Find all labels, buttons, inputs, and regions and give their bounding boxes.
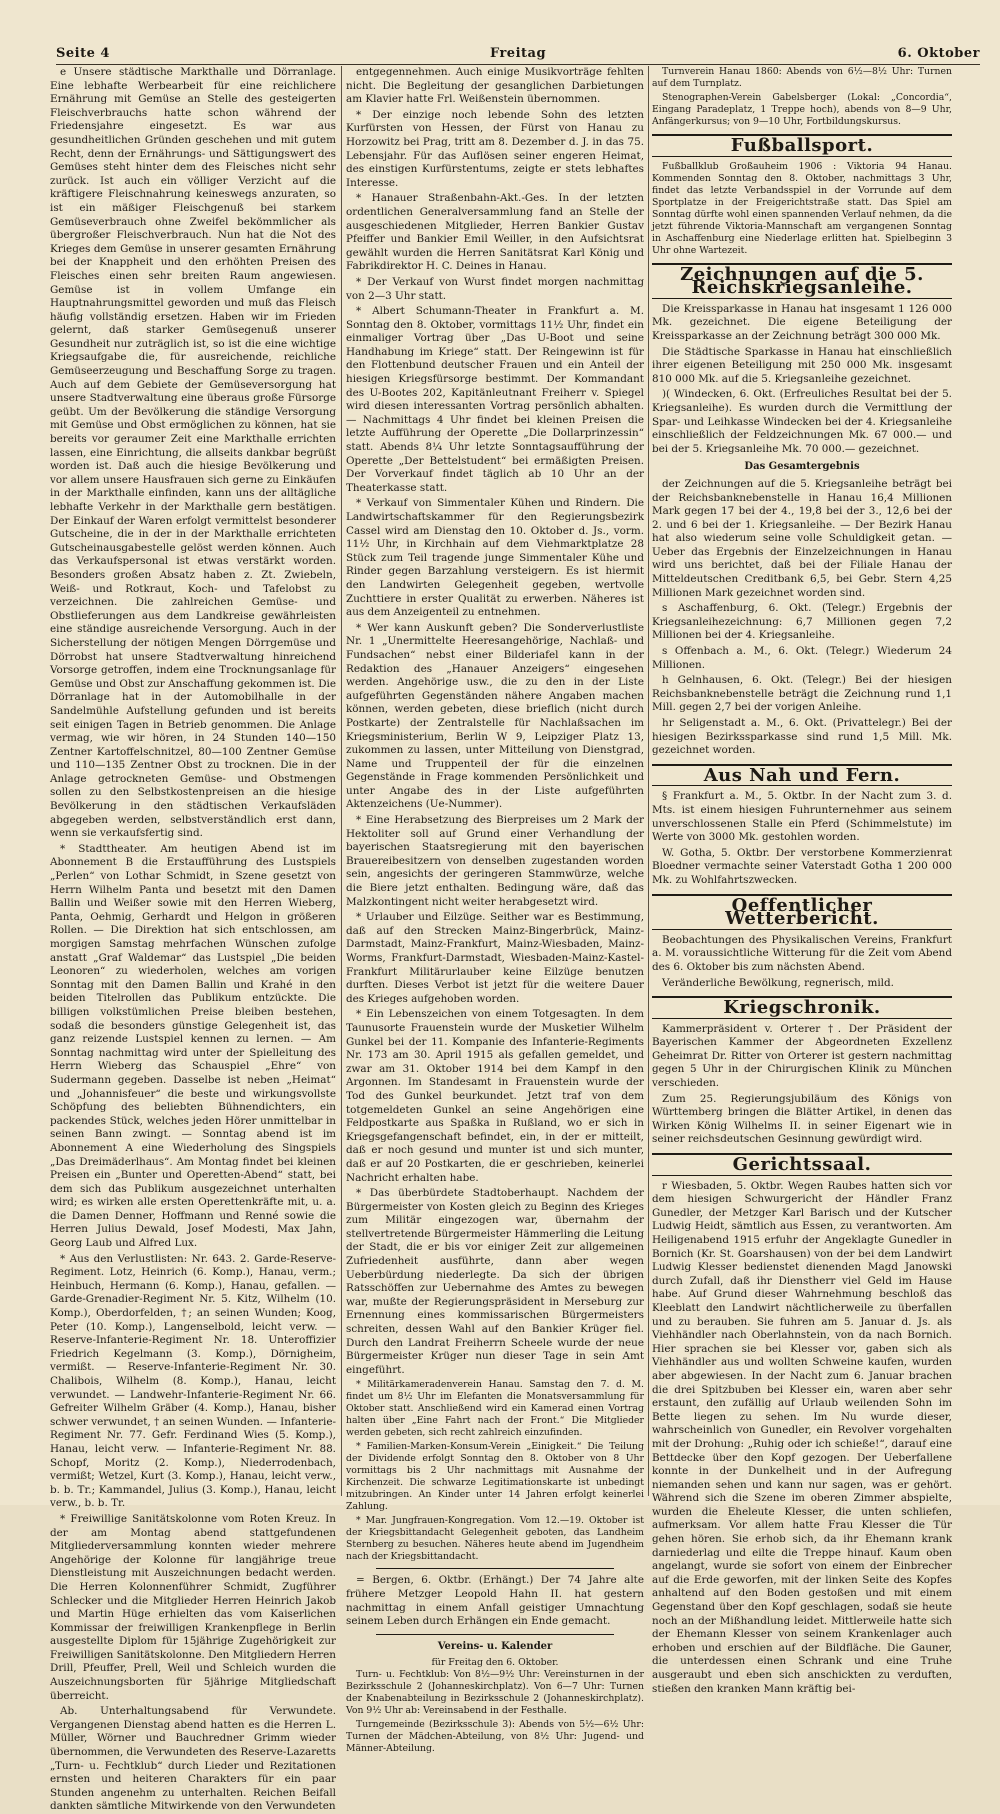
article-unterhaltungsabend: Ab. Unterhaltungsabend für Verwundete. Vergangenen Dienstag abend hatten es die Herren L. Müller, Wörner und Bauchredner Grimm wieder übernommen, die Verwundeten des Reserve-Lazaretts „Turn- u. Fechtklub“ durch Lieder und Rezitationen ernsten und heiteren Charakters für ein paar Stunden angenehm zu unterhalten. Reichen Beifall dankten sämtliche Mitwirkende von den Verwundeten [50, 1705, 337, 1813]
article-wetter-forecast: Veränderliche Bewölkung, regnerisch, mild. [662, 976, 894, 989]
calendar-entry: Turnverein Hanau 1860: Abends von 6½—8½ Uhr: Turnen auf dem Turnplatz. [652, 66, 952, 89]
article-gesamtergebnis: der Zeichnungen auf die 5. Kriegsanleihe beträgt bei der Reichsbanknebenstelle in Hanau 16,4 Millionen Mark gegen 17 bei der 4., 19,8 bei der 3., 12,6 bei der 2. und 6 bei der 1. Kriegsanleihe. — Der Bezirk Hanau hat also wiederum seine volle Schuldigkeit getan. — Ueber das Ergebnis der Einzelzeichnungen in Hanau wird uns berichtet, daß bei der Filiale Hanau der Mitteldeutschen Creditbank 6,5, bei Gebr. Stern 4,25 Millionen Mark gezeichnet worden sind. [652, 477, 952, 599]
calendar-entry: Turn- u. Fechtklub: Von 8½—9½ Uhr: Vereinsturnen in der Bezirksschule 2 (Johanneskirchplatz). Von 6—7 Uhr: Turnen der Knabenabteilung in Bezirksschule 2 (Johanneskirchplatz). Von 9½ Uhr ab: Vereinsabend in der Festhalle. [346, 1669, 644, 1717]
article-aschaffenburg: s Aschaffenburg, 6. Okt. (Telegr.) Ergebnis der Kriegsanleihezeichnung: 6,7 Millionen gegen 7,2 Millionen bei der 4. Kriegsanleihe. [652, 602, 952, 642]
article-verlustlisten: * Aus den Verlustlisten: Nr. 643. 2. Garde-Reserve-Regiment. Lotz, Heinrich (6. Komp.), Hanau, verm.; Heinbuch, Hermann (6. Komp.), Hanau, gefallen. — Garde-Grenadier-Regiment Nr. 5. Kitz, Wilhelm (10. Komp.), Oberdorfelden, †; an seinen Wunden; Koog, Peter (10. Komp.), Langenselbold, leicht verw. — Reserve-Infanterie-Regiment Nr. 18. Unteroffizier Friedrich Kegelmann (3. Komp.), Dörnigheim, vermißt. — Reserve-Infanterie-Regiment Nr. 30. Chalibois, Wilhelm (8. Komp.), Hanau, leicht verwundet. — Landwehr-Infanterie-Regiment Nr. 66. Gefreiter Wilhelm Gräber (4. Komp.), Hanau, bisher schwer verwundet, † an seinen Wunden. — Infanterie-Regiment Nr. 77. Gefr. Ferdinand Wies (5. Komp.), Hanau, leicht verw. — Infanterie-Regiment Nr. 88. Schopf, Moritz (2. Komp.), Niederrodenbach, vermißt; Wetzel, Kurt (3. Komp.), Hanau, leicht verw., b. b. Tr.; Kammandel, Julius (3. Komp.), Hanau, leicht verw., b. b. Tr. [50, 1252, 336, 1510]
notice-militaerkameraden: * Militärkameradenverein Hanau. Samstag den 7. d. M. findet um 8½ Uhr im Elefanten die Monatsversammlung für Oktober statt. Anschließend wird ein Kamerad einen Vortrag halten über „Eine Fahrt nach der Front.“ Die Mitglieder werden gebeten, sich recht zahlreich einzufinden. [346, 1379, 644, 1439]
article-kreissparkasse: Die Kreissparkasse in Hanau hat insgesamt 1 126 000 Mk. gezeichnet. Die eigene Beteiligung der Kreissparkasse an der Zeichnung beträgt 300 000 Mk. [652, 302, 952, 342]
article-schumann-theater: * Albert Schumann-Theater in Frankfurt a. M. Sonntag den 8. Oktober, vormittags 11½ Uhr, findet ein einmaliger Vortrag über „Das U-Boot und seine Handhabung im Kriege“ statt. Der Reingewinn ist für den Flottenbund deutscher Frauen und ein Anteil der hiesigen Kriegsfürsorge bestimmt. Der Kommandant des U-Bootes 202, Kapitänleutnant Freiherr v. Spiegel wird diesen interessanten Vortrag persönlich abhalten. — Nachmittags 4 Uhr findet bei kleinen Preisen die letzte Aufführung der Operette „Die Dollarprinzessin“ statt. Abends 8¼ Uhr letzte Sonntagsaufführung der Operette „Der Bettelstudent“ bei ermäßigten Preisen. Der Vorverkauf findet täglich ab 10 Uhr an der Theaterkasse statt. [346, 305, 644, 494]
page-number: Seite 4 [56, 46, 110, 61]
article-stadttheater: * Stadttheater. Am heutigen Abend ist im Abonnement B die Erstaufführung des Lustspiels „Perlen“ von Lothar Schmidt, in Szene gesetzt von Herrn Wilhelm Panta und besetzt mit den Damen Ballin und Weißer sowie mit den Herren Wieberg, Panta, Oehmig, Gerhardt und Helgon in größeren Rollen. — Die Direktion hat sich entschlossen, am morgigen Samstag mehrfachen Wünschen zufolge anstatt „Graf Waldemar“ das Lustspiel „Die beiden Leonoren“ zu wiederholen, welches am vorigen Sonntag mit den Damen Ballin und Krahé in den beiden Titelrollen das Publikum entzückte. Die billigen volkstümlichen Preise bleiben bestehen, sodaß die besonders günstige Gelegenheit ist, das ganz reizende Lustspiel kennen zu lernen. — Am Sonntag nachmittag wird unter der Spielleitung des Herrn Wieberg das Schauspiel „Ehre“ von Sudermann gegeben. Dasselbe ist neben „Heimat“ und „Johannisfeuer“ die beste und wirkungsvollste Schöpfung des beliebten Bühnendichters, ein packendes Stück, welches jeden Hörer unmittelbar in seinen Bann zwingt. — Sonntag abend ist im Abonnement A eine Wiederholung des Singspiels „Das Dreimäderlhaus“. Am Montag findet bei kleinen Preisen ein „Bunter und Operetten-Abend“ statt, bei dem sich das Publikum ausgezeichnet unterhalten wird; es wirken alle ersten Operettenkräfte mit, u. a. die Damen Denner, Hoffmann und Renné sowie die Herren Julius Dewald, Josef Modesti, Max Jahn, Georg Laub und Alfred Lux. [50, 842, 336, 1250]
article-gelnhausen: h Gelnhausen, 6. Okt. (Telegr.) Bei der hiesigen Reichsbanknebenstelle beträgt die Zeichnung rund 1,1 Mill. gegen 2,7 bei der vorigen Anleihe. [652, 674, 952, 714]
weekday: Freitag [489, 46, 547, 61]
article-wetter: Beobachtungen des Physikalischen Vereins, Frankfurt a. M. voraussichtliche Witterung für die Zeit vom Abend des 6. Oktober bis zum nächsten Abend. [652, 933, 952, 973]
article-musikvortraege: entgegennehmen. Auch einige Musikvorträge fehlten nicht. Die Begleitung der gesanglichen Darbietungen am Klavier hatte Frl. Weißenstein übernommen. [346, 66, 644, 106]
article-stadtoberhaupt: * Das überbürdete Stadtoberhaupt. Nachdem der Bürgermeister von Kosten gleich zu Beginn des Krieges zum Militär eingezogen war, übernahm der stellvertretende Bürgermeister Hämmerling die Leitung der Stadt, die er bis vor einiger Zeit zur allgemeinen Zufriedenheit ausführte, dann aber wegen Ueberbürdung niederlegte. Da sich der übrigen Ratsschöffen zur Uebernahme des Amtes zu bewegen war, mußte der Regierungspräsident in Merseburg zur Ernennung eines kommissarischen Bürgermeisters schreiten, dessen Wahl auf den Bankier Krüger fiel. Durch den Landrat Freiherrn Scheele wurde der neue Bürgermeister Krüger nun dieser Tage in sein Amt eingeführt. [346, 1187, 644, 1376]
article-orterer: Kammerpräsident v. Orterer †. Der Präsident der Bayerischen Kammer der Abgeordneten Exzellenz Geheimrat Dr. Ritter von Orterer ist gestern nachmittag gegen 5 Uhr in der Chirurgischen Klinik zu München verschieden. [652, 1022, 952, 1090]
section-heading-gerichtssaal: Gerichtssaal. [652, 1153, 952, 1176]
article-urlauber: * Urlauber und Eilzüge. Seither war es Bestimmung, daß auf den Strecken Mainz-Bingerbrück, Mainz-Darmstadt, Mainz-Frankfurt, Mainz-Wiesbaden, Mainz-Worms, Frankfurt-Darmstadt, Wiesbaden-Mainz-Kastel-Frankfurt Militärurlauber keine Eilzüge benutzen durften. Dieses Verbot ist jetzt für die weitere Dauer des Krieges aufgehoben worden. [346, 911, 644, 1005]
section-heading-fussball: Fußballsport. [652, 134, 952, 157]
calendar-date: für Freitag den 6. Oktober. [431, 1657, 559, 1669]
page-header [56, 44, 980, 65]
article-fussball: Fußballklub Großauheim 1906 : Viktoria 94 Hanau. Kommenden Sonntag den 8. Oktober, nachmittags 3 Uhr, findet das letzte Verbandsspiel in der Vorrunde auf dem Sportplatze in der Freigerichtstraße statt. Das Spiel am Sonntag dürfte wohl einen spannenden Verlauf nehmen, da die jetzt führende Viktoria-Mannschaft am vergangenen Sonntag in Aschaffenburg eine Niederlage erlitten hat. Spielbeginn 3 Uhr ohne Wartezeit. [652, 160, 952, 256]
section-heading-kriegschronik: Kriegschronik. [652, 996, 952, 1019]
article-seligenstadt: hr Seligenstadt a. M., 6. Okt. (Privattelegr.) Bei der hiesigen Bezirkssparkasse sind rund 1,5 Mill. Mk. gezeichnet worden. [652, 717, 952, 757]
article-windecken: )( Windecken, 6. Okt. (Erfreuliches Resultat bei der 5. Kriegsanleihe). Es wurden durch die Vermittlung der Spar- und Leihkasse Windecken bei der 4. Kriegsanleihe einschließlich der Feldzeichnungen Mk. 67 000.— und bei der 5. Kriegsanleihe Mk. 70 000.— gezeichnet. [652, 388, 952, 455]
subheading-gesamtergebnis: Das Gesamtergebnis [744, 461, 860, 473]
article-sanitaetskolonne: * Freiwillige Sanitätskolonne vom Roten Kreuz. In der am Montag abend stattgefundenen Mitgliederversammlung konnten wieder mehrere Angehörige der Kolonne für langjährige treue Dienstleistung mit Auszeichnungen bedacht werden. Die Herren Kolonnenführer Schmidt, Zugführer Schlecker und die Mitglieder Herren Heinrich Jakob und Martin Hüge erhielten das vom Kaiserlichen Kommissar der freiwilligen Krankenpflege in Berlin ausgestellte Diplom für 15jährige Zugehörigkeit zur Freiwilligen Sanitätskolonne. Den Mitgliedern Herren Drill, Pfeuffer, Prell, Weil und Schleich wurden die Auszeichnungsborten für 5jährige Mitgliedschaft überreicht. [50, 1512, 336, 1702]
notice-konsumverein: * Familien-Marken-Konsum-Verein „Einigkeit.“ Die Teilung der Dividende erfolgt Sonntag den 8. Oktober von 8 Uhr vormittags bis 2 Uhr nachmittags mit Ausnahme der Kirchenzeit. Die schwarze Legitimationskarte ist unbedingt mitzubringen. An Kinder unter 14 Jahren erfolgt keinerlei Zahlung. [346, 1441, 644, 1513]
calendar-entry: Turngemeinde (Bezirksschule 3): Abends von 5½—6½ Uhr: Turnen der Mädchen-Abteilung, von 8½ Uhr: Jugend- und Männer-Abteilung. [346, 1719, 644, 1755]
article-frankfurt: § Frankfurt a. M., 5. Oktbr. In der Nacht zum 3. d. Mts. ist einem hiesigen Fuhrunternehmer aus seinem unverschlossenen Stalle ein Pferd (Schimmelstute) im Werte von 3000 Mk. gestohlen worden. [652, 790, 952, 844]
calendar-title: Vereins- u. Kalender [437, 1640, 553, 1652]
column-rule-2 [648, 66, 649, 1496]
article-staedtische-sparkasse: Die Städtische Sparkasse in Hanau hat einschließlich ihrer eigenen Beteiligung mit 250 000 Mk. insgesamt 810 000 Mk. auf die 5. Kriegsanleihe gezeichnet. [652, 345, 952, 385]
article-lebenszeichen: * Ein Lebenszeichen von einem Totgesagten. In dem Taunusorte Frauenstein wurde der Musketier Wilhelm Gunkel bei der 11. Kompanie des Infanterie-Regiments Nr. 173 am 30. April 1915 als gefallen gemeldet, und zwar am 31. Oktober 1914 bei dem Kampf in den Argonnen. Im Standesamt in Frauenstein wurde der Tod des Gunkel beurkundet. Jetzt traf von dem totgemeldeten Gunkel an seine Angehörigen eine Feldpostkarte aus Spaßka in Rußland, wo er sich in Kriegsgefangenschaft befindet, ein, in der er mitteilt, daß er noch gesund und munter ist und sich munter, daß er auf 20 Postkarten, die er geschrieben, keinerlei Nachricht erhalten habe. [346, 1008, 644, 1184]
calendar-entry: Stenographen-Verein Gabelsberger (Lokal: „Concordia“, Eingang Paradeplatz, 1 Treppe hoch), abends von 8—9 Uhr, Anfängerkursus; von 9—10 Uhr, Fortbildungskursus. [652, 92, 952, 127]
article-bergen: = Bergen, 6. Oktbr. (Erhängt.) Der 74 Jahre alte frühere Metzger Leopold Hahn II. hat gestern nachmittag in einem Anfall geistiger Umnachtung seinem Leben durch Erhängen ein Ende gemacht. [346, 1574, 644, 1628]
notice-kongregation: * Mar. Jungfrauen-Kongregation. Vom 12.—19. Oktober ist der Kriegsbittandacht Gelegenheit geboten, das Landheim Sternberg zu besuchen. Näheres heute abend im Jugendheim nach der Kriegsbittandacht. [346, 1515, 644, 1563]
issue-date: 6. Oktober [897, 46, 980, 61]
column-3 [652, 66, 952, 1695]
article-offenbach: s Offenbach a. M., 6. Okt. (Telegr.) Wiederum 24 Millionen. [652, 645, 952, 671]
article-auskunft: * Wer kann Auskunft geben? Die Sonderverlustliste Nr. 1 „Unermittelte Heeresangehörige, Nachlaß- und Fundsachen“ nebst einer Bilderiafel kann in der Redaktion des „Hanauer Anzeigers“ eingesehen werden. Angehörige usw., die zu den in der Liste aufgeführten Gegenständen nähere Angaben machen können, werden gebeten, diese brieflich (nicht durch Postkarte) der Zentralstelle für Nachlaßsachen im Kriegsministerium, Berlin W 9, Leipziger Platz 13, zukommen zu lassen, unter Mitteilung von Dienstgrad, Name und Truppenteil der für die einzelnen Gegenstände in Frage kommenden Persönlichkeit und unter Angabe des in der Liste aufgeführten Aktenzeichens (Ue-Nummer). [346, 621, 644, 811]
article-fuerst-hanau: * Der einzige noch lebende Sohn des letzten Kurfürsten von Hessen, der Fürst von Hanau zu Horzowitz bei Prag, tritt am 8. Dezember d. J. in das 75. Lebensjahr. Für das Auflösen seiner engeren Heimat, des einstigen Kurfürstentums, zeigte er stets lebhaftes Interesse. [346, 108, 644, 189]
article-bierpreis: * Eine Herabsetzung des Bierpreises um 2 Mark der Hektoliter soll auf Grund einer Verhandlung der bayerischen Staatsregierung mit den bayerischen Brauereibesitzern von denselben zugestanden worden sein, angesichts der geringeren Stammwürze, welche die Biere jetzt enthalten. Bedingung wäre, daß das Malzkontingent nicht weiter herabgesetzt wird. [346, 814, 644, 908]
section-heading-nah-fern: Aus Nah und Fern. [652, 764, 952, 787]
article-simmentaler: * Verkauf von Simmentaler Kühen und Rindern. Die Landwirtschaftskammer für den Regierungsbezirk Cassel wird am Dienstag den 10. Oktober d. Js., vorm. 11½ Uhr, in Kirchhain auf dem Viehmarktplatze 28 Stück zum Teil tragende junge Simmentaler Kühe und Rinder gegen Barzahlung versteigern. Es ist hiermit den Landwirten Gelegenheit gegeben, wertvolle Zuchttiere in erster Qualität zu erwerben. Näheres ist aus dem Anzeigenteil zu entnehmen. [346, 497, 644, 619]
column-rule-1 [341, 66, 342, 1496]
article-wuerttemberg: Zum 25. Regierungsjubiläum des Königs von Württemberg bringen die Blätter Artikel, in denen das Wirken König Wilhelms II. in seiner Eigenart wie in seiner reichsdeutschen Gesinnung gewürdigt wird. [652, 1092, 952, 1146]
section-heading-wetter: Oeffentlicher Wetterbericht. [652, 894, 952, 930]
article-wiesbaden: r Wiesbaden, 5. Oktbr. Wegen Raubes hatten sich vor dem hiesigen Schwurgericht der Händler Franz Gunedler, der Metzger Karl Barisch und der Kutscher Ludwig Heidt, sämtlich aus Essen, zu verantworten. Am Heiligenabend 1915 erfuhr der Angeklagte Gunedler in Bornich (Kr. St. Goarshausen) von der bei dem Landwirt Ludwig Klesser bedienstet dienenden Magd Janowski durch Zufall, daß ihr Dienstherr viel Geld im Hause habe. Auf Grund dieser Wahrnehmung beschloß das Kleeblatt den Landwirt nächtlicherweile zu überfallen und zu berauben. Sie fuhren am 5. Januar d. Js. als Viehhändler nach Oberlahnstein, von da nach Bornich. Hier sprachen sie bei Klesser vor, gaben sich als Viehhändler aus und wollten Schweine kaufen, wurden aber abgewiesen. In der Nacht zum 6. Januar brachen die drei Spitzbuben bei Klesser ein, waren aber sehr erstaunt, den zufällig auf Urlaub weilenden Sohn im Bette liegen zu sehen. Im Nu wurde dieser, wahrscheinlich von Gunedler, ein Revolver vorgehalten mit der Drohung: „Ruhig oder ich schieße!“, darauf eine Bettdecke über den Kopf gezogen. Der Ueberfallene konnte in der Dunkelheit und in der Aufregung niemanden sehen und kann nur sagen, was er gehört. Während sich die Szene im oberen Zimmer abspielte, wurden die Eheleute Klesser, die unten schliefen, aufmerksam. Vor allem hatte Frau Klesser die Tür gehen hören. Sie erhob sich, da ihr Ehemann krank darniederlag und eilte die Treppe hinauf. Kaum oben angelangt, wurde sie sofort von einem der Einbrecher auf die Erde geworfen, mit der linken Seite des Kopfes anhaltend auf den Boden gestoßen und mit einem Gegenstand über den Kopf geschlagen, sodaß sie heute noch an der Mißhandlung leidet. Mittlerweile hatte sich der Ehemann Klesser von seinem Krankenlager auch erhoben und erschien auf der Bildfläche. Die Gauner, die unterdessen einen Schrank und eine Truhe ausgeraubt und eben sich anschickten zu verduften, stießen den kranken Mann kräftig bei- [652, 1179, 952, 1695]
article-markthalle: e Unsere städtische Markthalle und Dörranlage. Eine lebhafte Werbearbeit für eine reichlichere Ernährung mit Gemüse an Stelle des gesteigerten Fleischverbrauchs hatte schon während der Friedensjahre eingesetzt. Es war aus gesundheitlichen Gründen geschehen und mit gutem Recht, denn der Ernährungs- und Sättigungswert des Gemüses steht hinter dem des Fleisches nicht sehr zurück. Ist auch ein völliger Verzicht auf die kräftigere Fleischnahrung keineswegs anzuraten, so ist ein mäßiger Fleischgenuß bei starkem Gemüseverbrauch ohne Zweifel bekömmlicher als übergroßer Fleischverbrauch. Nun hat die Not des Krieges dem Gemüse in unserer gesamten Ernährung bei der Knappheit und den erhöhten Preisen des Fleisches einen sehr breiten Raum angewiesen. Gemüse ist in vollem Umfange ein Hauptnahrungsmittel geworden und muß das Fleisch häufig vollständig ersetzen. Haben wir im Frieden gelernt, daß starker Gemüsegenuß unserer Gesundheit nur zuträglich ist, so ist die eine wichtige Kriegsaufgabe die, für ausreichende, reichliche Gemüseerzeugung und Beschaffung Sorge zu tragen. Auch auf dem Gebiete der Gemüseversorgung hat unsere Stadtverwaltung eine überaus große Fürsorge geübt. Um der Bevölkerung die ständige Versorgung mit Gemüse und Obst ermöglichen zu können, hat sie bereits vor geraumer Zeit eine Markthalle errichten lassen, eine Einrichtung, die allseits dankbar begrüßt worden ist. Daß auch die hiesige Bevölkerung und vor allem unsere Hausfrauen sich gerne zu Einkäufen in der Markthalle einfinden, kann uns der alltägliche lebhafte Verkehr in der Markthalle gern bestätigen. Der Einkauf der Waren erfolgt vermittelst besonderer Gutscheine, die in der in der Markthalle errichteten Gutscheinausgabestelle gelöst werden können. Auch das Verkaufspersonal ist etwas verstärkt worden. Besonders großen Absatz haben z. Zt. Zwiebeln, Weiß- und Rotkraut, Koch- und Tafelobst zu verzeichnen. Die zahlreichen Gemüse- und Obstlieferungen aus dem Landkreise gewährleisten eine ständige ausreichende Versorgung. Auch in der Sicherstellung der nötigen Mengen Dörrgemüse und Dörrobst hat unsere Stadtverwaltung hinreichend Vorsorge getroffen, indem eine Trocknungsanlage für Gemüse und Obst zur Anschaffung gekommen ist. Die Dörranlage hat in der Automobilhalle in der Sandelmühle Aufstellung gefunden und ist bereits seit einigen Tagen in Betrieb genommen. Die Anlage vermag, wie wir hören, in 24 Stunden 140—150 Zentner Kartoffelschnitzel, 80—100 Zentner Gemüse und 110—135 Zentner Obst zu trocknen. Die in der Anlage getrockneten Gemüse- und Obstmengen sollen zu den Selbstkostenpreisen an die hiesige Bevölkerung in den städtischen Verkaufsläden abgegeben werden, selbstverständlich erst dann, wenn sie verkaufsfertig sind. [50, 66, 336, 840]
article-strassenbahn: * Hanauer Straßenbahn-Akt.-Ges. In der letzten ordentlichen Generalversammlung fand an Stelle der ausgeschiedenen Mitglieder, Herren Bankier Gustav Pfeiffer und Bankier Emil Weiller, in den Aufsichtsrat gewählt wurden die Herren Sanitätsrat Karl König und Fabrikdirektor H. C. Deines in Hanau. [346, 192, 644, 273]
column-1 [50, 66, 337, 1813]
section-heading-zeichnungen: Zeichnungen auf die 5. Reichskriegsanleihe. [652, 263, 952, 299]
column-2 [346, 66, 644, 1755]
article-wurst: * Der Verkauf von Wurst findet morgen nachmittag von 2—3 Uhr statt. [346, 275, 644, 302]
divider [376, 1568, 614, 1569]
article-gotha: W. Gotha, 5. Oktbr. Der verstorbene Kommerzienrat Bloedner vermachte seiner Vaterstadt Gotha 1 200 000 Mk. zu Wohlfahrtszwecken. [652, 846, 952, 886]
divider [376, 1634, 614, 1635]
